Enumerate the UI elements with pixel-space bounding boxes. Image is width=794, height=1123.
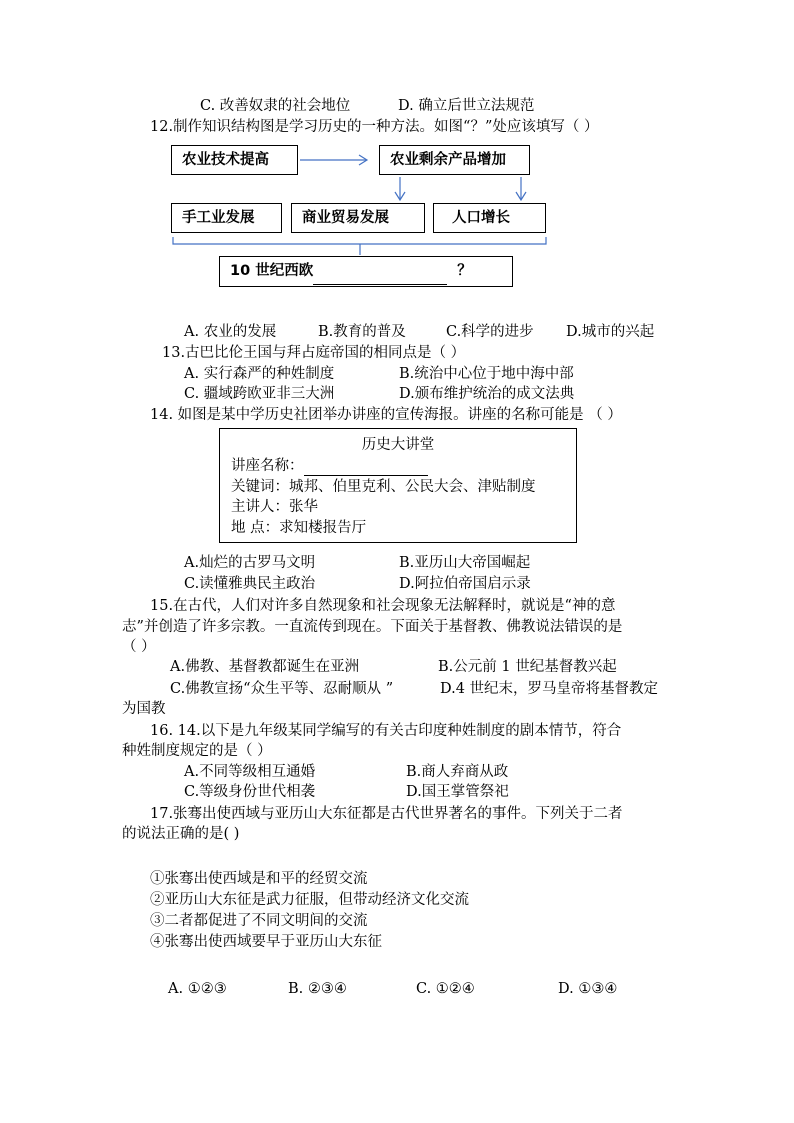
q12-option-c: C.科学的进步: [446, 324, 534, 340]
q13-option-c: C. 疆域跨欧亚非三大洲: [184, 386, 335, 402]
q14-option-c: C.读懂雅典民主政治: [184, 576, 316, 592]
q17-stem-line1: 17.张骞出使西域与亚历山大东征都是古代世界著名的事件。下列关于二者: [150, 806, 623, 822]
arrow-head-2: [395, 192, 405, 200]
q13-option-a: A. 实行森严的种姓制度: [184, 366, 335, 382]
box-bottom: [219, 256, 513, 287]
q17-option-c: C. ①②④: [416, 981, 475, 997]
q11-option-d: D. 确立后世立法规范: [398, 98, 535, 114]
box-trade: 商业贸易发展: [291, 203, 425, 233]
q12-option-b: B.教育的普及: [318, 324, 406, 340]
q15-stem-line2: 志”并创造了许多宗教。一直流传到现在。下面关于基督教、佛教说法错误的是: [122, 619, 623, 635]
q17-statement-1: ①张骞出使西域是和平的经贸交流: [150, 871, 368, 887]
box-surplus: 农业剩余产品增加: [379, 145, 530, 175]
q15-stem-line3: （ ）: [122, 639, 156, 655]
q15-option-b: B.公元前 1 世纪基督教兴起: [438, 659, 617, 675]
poster-name-row: [231, 456, 428, 476]
poster-speaker: 主讲人：张华: [231, 499, 318, 515]
box-handicraft: 手工业发展: [171, 203, 282, 233]
q13-option-d: D.颁布维护统治的成文法典: [399, 386, 575, 402]
poster-location: 地 点：求知楼报告厅: [231, 520, 367, 536]
q16-option-b: B.商人弃商从政: [406, 764, 509, 780]
poster-title: 历史大讲堂: [361, 437, 435, 453]
q11-option-c: C. 改善奴隶的社会地位: [200, 98, 351, 114]
q12-stem: 12.制作知识结构图是学习历史的一种方法。如图“？”处应该填写（ ）: [150, 119, 599, 135]
q14-option-b: B.亚历山大帝国崛起: [399, 555, 531, 571]
q12-option-a: A. 农业的发展: [184, 324, 277, 340]
arrow-head-3: [516, 192, 526, 200]
q15-option-c: C.佛教宣扬“众生平等、忍耐顺从 ”: [170, 681, 394, 697]
q17-option-a: A. ①②③: [168, 981, 227, 997]
poster-name-label: 讲座名称：: [231, 458, 304, 474]
q17-statement-3: ③二者都促进了不同文明间的交流: [150, 913, 368, 929]
box-agri-tech: 农业技术提高: [171, 145, 298, 175]
q17-option-d: D. ①③④: [558, 981, 618, 997]
q17-option-b: B. ②③④: [288, 981, 347, 997]
q14-option-a: A.灿烂的古罗马文明: [184, 555, 316, 571]
box-population: 人口增长: [433, 203, 546, 233]
question-mark: ？: [457, 263, 472, 279]
answer-blank: [313, 266, 447, 285]
box-bottom-label: 10 世纪西欧: [230, 263, 314, 279]
poster-keywords: 关键词：城邦、伯里克利、公民大会、津贴制度: [231, 479, 536, 495]
q15-option-d-line1: D.4 世纪末，罗马皇帝将基督教定: [440, 681, 659, 697]
q16-option-c: C.等级身份世代相袭: [184, 784, 316, 800]
bracket: [173, 237, 546, 244]
q16-option-a: A.不同等级相互通婚: [184, 764, 316, 780]
q15-stem-line1: 15.在古代，人们对许多自然现象和社会现象无法解释时，就说是“神的意: [150, 598, 616, 614]
q14-stem: 14. 如图是某中学历史社团举办讲座的宣传海报。讲座的名称可能是 （ ）: [150, 407, 622, 423]
q16-option-d: D.国王掌管祭祀: [406, 784, 509, 800]
q17-statement-2: ②亚历山大东征是武力征服，但带动经济文化交流: [150, 892, 469, 908]
q13-option-b: B.统治中心位于地中海中部: [399, 366, 574, 382]
q17-stem-line2: 的说法正确的是( ): [122, 826, 240, 842]
q17-statement-4: ④张骞出使西域要早于亚历山大东征: [150, 934, 382, 950]
q14-option-d: D.阿拉伯帝国启示录: [399, 576, 531, 592]
q15-option-d-line2: 为国教: [122, 701, 166, 717]
q13-stem: 13.古巴比伦王国与拜占庭帝国的相同点是（ ）: [162, 345, 466, 361]
poster-name-blank: [304, 457, 428, 476]
arrow-head-1: [359, 155, 367, 165]
q15-option-a: A.佛教、基督教都诞生在亚洲: [170, 659, 360, 675]
q16-stem-line2: 种姓制度规定的是（ ）: [122, 743, 272, 759]
lecture-poster: [219, 428, 577, 543]
q16-stem-line1: 16. 14.以下是九年级某同学编写的有关古印度种姓制度的剧本情节，符合: [150, 723, 622, 739]
q12-option-d: D.城市的兴起: [566, 324, 655, 340]
